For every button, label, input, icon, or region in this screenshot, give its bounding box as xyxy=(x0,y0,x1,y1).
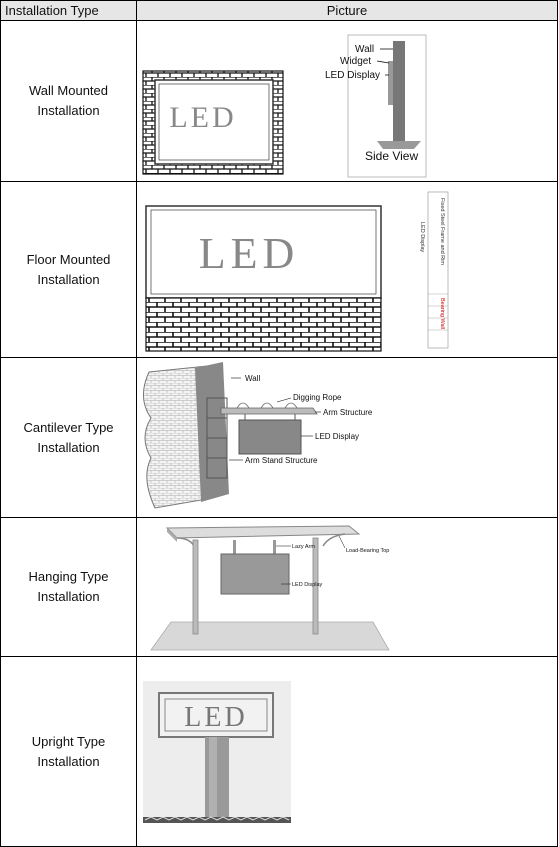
type-line-2: Installation xyxy=(37,271,100,287)
hanging-illustration xyxy=(137,518,557,656)
type-line-1: Cantilever Type xyxy=(23,419,114,435)
arm-stand-label: Arm Stand Structure xyxy=(245,456,318,465)
wall-edge xyxy=(195,362,229,502)
led-display-label: LED Display xyxy=(292,582,323,588)
load-bearing-top xyxy=(167,526,359,538)
picture-cell xyxy=(137,518,558,657)
type-line-1: Hanging Type xyxy=(28,569,109,584)
type-line-2: Installation xyxy=(37,103,100,118)
table-row xyxy=(1,657,558,847)
header-row xyxy=(1,1,558,21)
bearing-wall-label: Bearing Wall xyxy=(439,298,445,329)
sign-text: LED xyxy=(198,229,300,278)
base xyxy=(377,141,421,149)
installation-type-cell xyxy=(1,358,137,518)
type-line-1: Floor Mounted xyxy=(26,251,111,267)
type-line-1: Wall Mounted xyxy=(29,83,108,98)
cantilever-illustration xyxy=(137,358,557,516)
sign-text: LED xyxy=(184,702,248,733)
arm-structure-label: Arm Structure xyxy=(323,408,373,417)
installation-type-cell xyxy=(1,657,137,847)
installation-type-cell xyxy=(1,21,137,182)
type-line-2: Installation xyxy=(37,439,100,455)
arm-structure xyxy=(221,408,317,414)
left-pillar xyxy=(193,540,198,634)
sign-text: LED xyxy=(169,101,237,134)
load-bearing-top-label: Load-Bearing Top xyxy=(346,548,390,554)
header-installation-type: Installation Type xyxy=(1,1,137,21)
wall-label: Wall xyxy=(245,374,261,383)
brick-base xyxy=(146,298,381,351)
header-picture: Picture xyxy=(137,1,558,21)
led-display-label: LED Display xyxy=(419,222,425,253)
frame-label: Fixed Steel Frame and Rim xyxy=(439,198,445,265)
table-row xyxy=(1,182,558,358)
type-line-2: Installation xyxy=(37,589,100,604)
installation-type-cell xyxy=(1,182,137,358)
wall-mounted-illustration xyxy=(137,21,557,181)
widget-label: Widget xyxy=(340,56,372,67)
side-view-caption: Side View xyxy=(365,149,419,163)
led-panel-side xyxy=(388,61,393,105)
type-line-2: Installation xyxy=(37,753,100,769)
wall-post xyxy=(393,41,405,141)
wall-label: Wall xyxy=(355,44,375,55)
led-display-label: LED Display xyxy=(315,432,360,441)
digging-rope-label: Digging Rope xyxy=(293,393,342,402)
table-row xyxy=(1,358,558,518)
installation-type-cell xyxy=(1,518,137,657)
picture-cell xyxy=(137,21,558,182)
led-display xyxy=(221,554,289,594)
picture-cell xyxy=(137,657,558,847)
floor-mounted-illustration xyxy=(137,182,557,357)
lazy-arm-label: Lazy Arm xyxy=(292,544,315,550)
led-display-label: LED Display xyxy=(325,70,381,81)
type-line-1: Upright Type xyxy=(31,733,106,749)
picture-cell xyxy=(137,182,558,358)
led-display xyxy=(239,420,301,454)
ground xyxy=(151,622,389,650)
table-row xyxy=(1,518,558,657)
upright-illustration xyxy=(137,657,557,845)
table-row xyxy=(1,21,558,182)
picture-cell xyxy=(137,358,558,518)
